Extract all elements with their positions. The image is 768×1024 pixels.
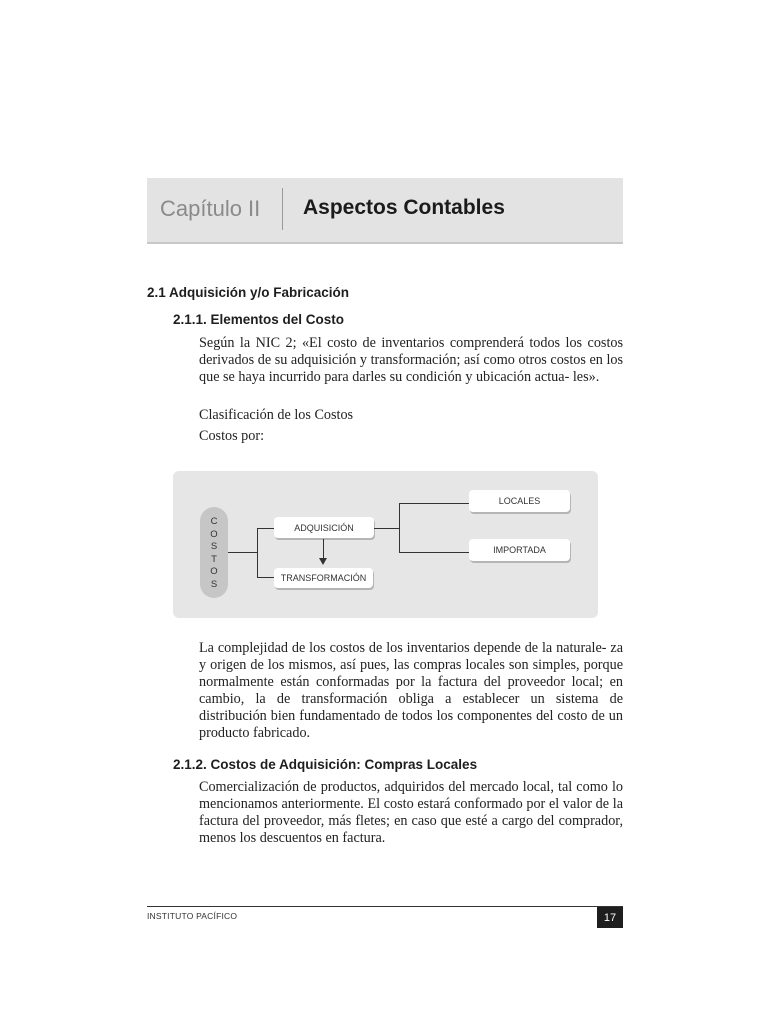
chapter-title: Aspectos Contables: [303, 196, 505, 219]
footer-rule: [147, 906, 623, 907]
complexity-paragraph: La complejidad de los costos de los inventarios depende de la naturale- za y origen de los mismos, así pues, las compras locales son simples, porque normalmente están conformadas por la factura del proveedor local; en cambio, la de transformación obliga a establecer un sistema de distribución bien fundamentado de todos los componentes del costo de un producto fabricado.: [199, 640, 623, 741]
subsection-heading-elementos: 2.1.1. Elementos del Costo: [173, 312, 345, 327]
connector: [257, 528, 274, 529]
adquisicion-node: ADQUISICIÓN: [274, 517, 374, 538]
costos-letter: S: [210, 541, 218, 553]
connector: [257, 577, 274, 578]
classification-line: Clasificación de los Costos: [199, 407, 354, 423]
chapter-header: [147, 178, 623, 244]
costos-root-node: [200, 507, 228, 598]
arrow-shaft: [323, 539, 324, 559]
connector: [228, 552, 257, 553]
cost-classification-diagram: [173, 471, 598, 618]
connector: [399, 503, 400, 553]
costs-by-line: Costos por:: [199, 428, 265, 444]
connector: [257, 528, 258, 577]
nic2-quote-paragraph: Según la NIC 2; «El costo de inventarios comprenderá todos los costos derivados de su adquisición y transformación; así como otros costos en los que se haya incurrido para darles su condición y ubicación actua- les».: [199, 335, 623, 385]
connector: [399, 552, 469, 553]
costos-root-label: [200, 516, 228, 592]
costos-letter: T: [211, 553, 217, 565]
local-purchases-paragraph: Comercialización de productos, adquiridos del mercado local, tal como lo mencionamos anteriormente. El costo estará conformado por el valor de la factura del proveedor, más fletes; en caso que esté a cargo del comprador, menos los descuentos en factura.: [199, 779, 623, 846]
costos-letter: C: [210, 516, 218, 527]
costos-letter: O: [210, 528, 218, 540]
section-heading: 2.1 Adquisición y/o Fabricación: [147, 285, 350, 300]
arrow-down-icon: [319, 558, 327, 565]
header-divider: [282, 188, 283, 230]
footer-publisher: INSTITUTO PACÍFICO: [147, 911, 238, 921]
costos-letter: O: [210, 566, 218, 578]
connector: [399, 503, 469, 504]
transformacion-node: TRANSFORMACIÓN: [274, 568, 373, 588]
chapter-label: Capítulo II: [160, 196, 261, 221]
locales-node: LOCALES: [469, 490, 570, 512]
importada-node: IMPORTADA: [469, 539, 570, 561]
costos-letter: S: [210, 578, 218, 590]
connector: [374, 528, 400, 529]
subsection-heading-adquisicion: 2.1.2. Costos de Adquisición: Compras Locales: [173, 757, 478, 772]
page-number: 17: [597, 907, 623, 928]
